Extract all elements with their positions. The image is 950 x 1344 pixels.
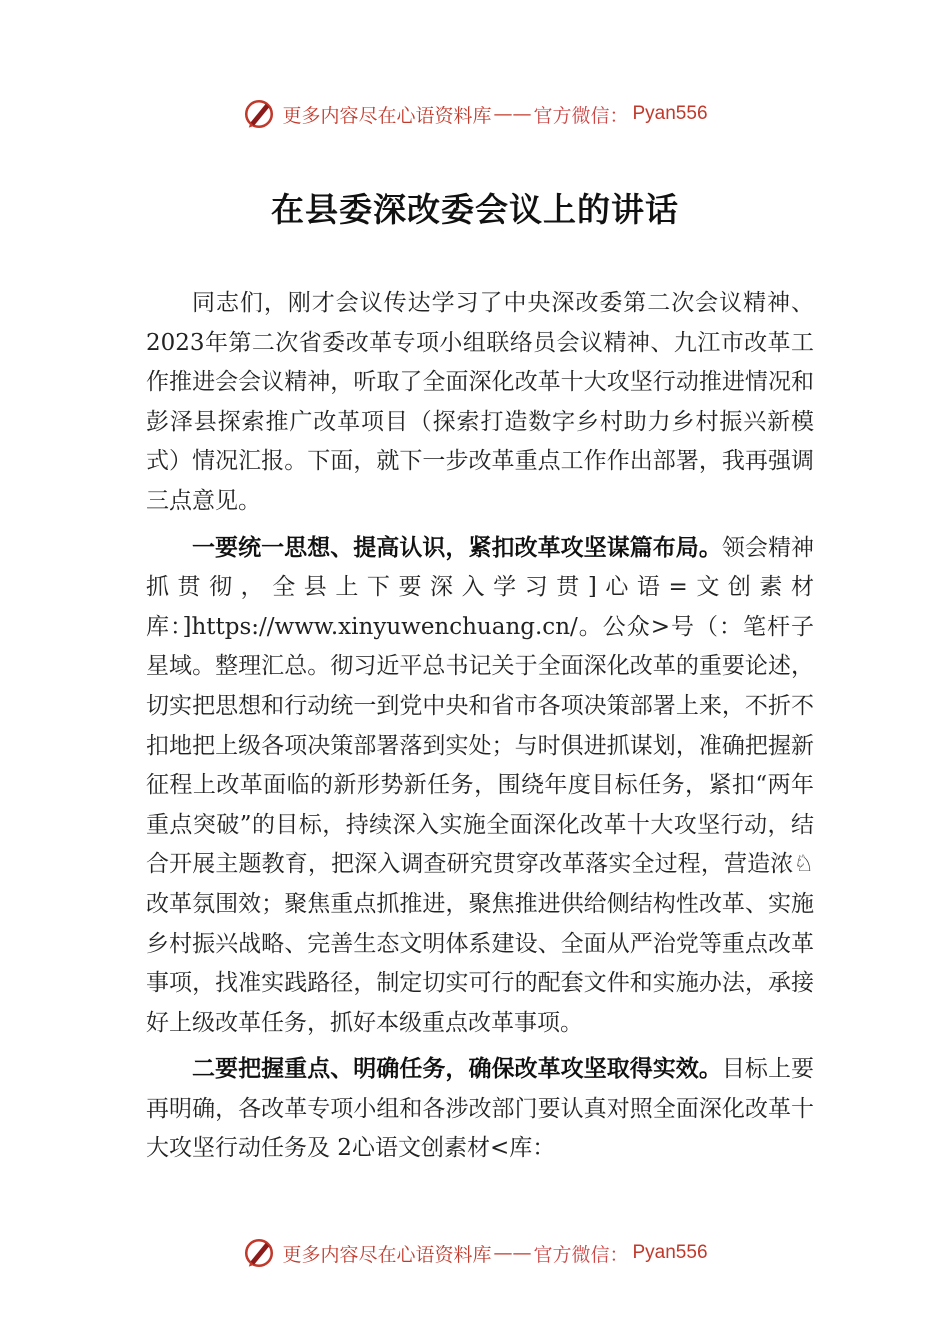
paragraph-1 xyxy=(146,284,814,522)
paragraph-text: 同志们，刚才会议传达学习了中央深改委第二次会议精神、2023年第二次省委改革专项小组联络员会议精神、九江市改革工作推进会会议精神，听取了全面深化改革十大攻坚行动推进情况和彭泽县探索推广改革项目（探索打造数字乡村助力乡村振兴新模式）情况汇报。下面，就下一步改革重点工作作出部署，我再强调三点意见。 xyxy=(146,290,814,514)
paragraph-3 xyxy=(146,1050,814,1169)
banner-wechat-id: Pyan556 xyxy=(632,103,708,124)
banner-wechat-id: Pyan556 xyxy=(632,1242,708,1263)
banner-wechat-label: 官方微信： xyxy=(533,1243,629,1266)
banner-wechat-label: 官方微信： xyxy=(533,104,629,127)
paragraph-text: 领会精神抓贯彻，全县上下要深入学习贯]心语=文创素材库：]https://www.xinyuwenchuang.cn/。公众>号（：笔杆子星域。整理汇总。彻习近平总书记关于全面深化改革的重要论述，切实把思想和行动统一到党中央和省市各项决策部署上来，不折不扣地把上级各项决策部署落到实处；与时俱进抓谋划，准确把握新征程上改革面临的新形势新任务，围绕年度目标任务，紧扣“两年重点突破”的目标，持续深入实施全面深化改革十大攻坚行动，结合开展主题教育，把深入调查研究贯穿改革落实全过程，营造浓♘改革氛围效；聚焦重点抓推进，聚焦推进供给侧结构性改革、实施乡村振兴战略、完善生态文明体系建设、全面从严治党等重点改革事项，找准实践路径，制定切实可行的配套文件和实施办法，承接好上级改革任务，抓好本级重点改革事项。 xyxy=(146,534,815,1036)
banner-text: 更多内容尽在心语资料库 xyxy=(282,1243,492,1266)
paragraph-text: 目标上要再明确，各改革专项小组和各涉改部门要认真对照全面深化改革十大攻坚行动任务及 2心语文创素材<库： xyxy=(146,1056,815,1162)
banner-text: 更多内容尽在心语资料库 xyxy=(282,104,492,127)
pen-logo-icon xyxy=(242,1236,276,1270)
paragraph-lead: 一要统一思想、提高认识，紧扣改革攻坚谋篇布局。 xyxy=(192,534,722,561)
pen-logo-icon xyxy=(242,97,276,131)
header-banner xyxy=(0,94,950,134)
paragraph-2 xyxy=(146,529,814,1044)
banner-separator: —— xyxy=(493,103,532,125)
document-title: 在县委深改委会议上的讲话 xyxy=(271,190,679,229)
paragraph-lead: 二要把握重点、明确任务，确保改革攻坚取得实效。 xyxy=(192,1056,722,1083)
banner-separator: —— xyxy=(493,1242,532,1264)
document-body xyxy=(146,284,814,1176)
footer-banner xyxy=(0,1233,950,1273)
